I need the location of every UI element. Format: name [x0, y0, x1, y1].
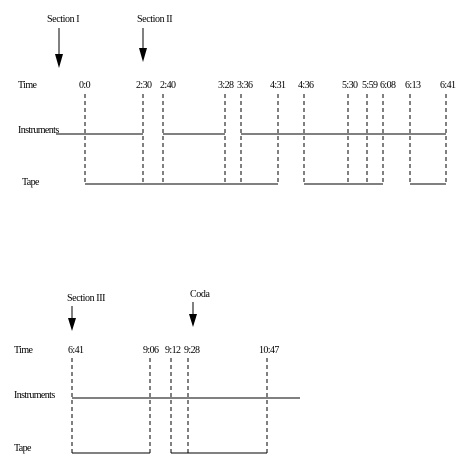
row-label-instruments: Instruments — [14, 390, 55, 401]
section-label-section-iii: Section III — [67, 293, 106, 304]
timeline-panel-2 — [14, 289, 300, 454]
down-arrow-icon — [139, 48, 147, 62]
section-marker-section-iii — [67, 293, 105, 331]
section-marker-section-ii — [137, 14, 172, 62]
row-label-time: Time — [14, 345, 33, 356]
row-label-tape: Tape — [14, 443, 31, 454]
section-marker-section-i — [47, 14, 79, 68]
time-label: 4:31 — [270, 80, 286, 91]
time-label: 10:47 — [259, 345, 279, 356]
time-label: 2:30 — [136, 80, 152, 91]
time-label: 6:08 — [380, 80, 396, 91]
time-label: 5:30 — [342, 80, 358, 91]
time-label: 9:06 — [143, 345, 159, 356]
time-label: 6:41 — [68, 345, 84, 356]
time-label: 3:28 — [218, 80, 234, 91]
time-label: 0:0 — [79, 80, 90, 91]
row-label-time: Time — [18, 80, 37, 91]
timeline-panel-1 — [18, 14, 456, 188]
down-arrow-icon — [68, 318, 76, 331]
down-arrow-icon — [55, 54, 63, 68]
down-arrow-icon — [189, 314, 197, 327]
time-label: 6:13 — [405, 80, 421, 91]
section-label-coda: Coda — [190, 289, 210, 300]
time-label: 9:28 — [184, 345, 200, 356]
time-label: 3:36 — [237, 80, 253, 91]
section-label-section-ii: Section II — [137, 14, 173, 25]
section-label-section-i: Section I — [47, 14, 80, 25]
time-label: 6:41 — [440, 80, 456, 91]
row-label-instruments: Instruments — [18, 125, 59, 136]
time-label: 2:40 — [160, 80, 176, 91]
section-marker-coda — [189, 289, 210, 327]
time-label: 4:36 — [298, 80, 314, 91]
time-label: 5:59 — [362, 80, 378, 91]
row-label-tape: Tape — [22, 177, 39, 188]
time-label: 9:12 — [165, 345, 181, 356]
